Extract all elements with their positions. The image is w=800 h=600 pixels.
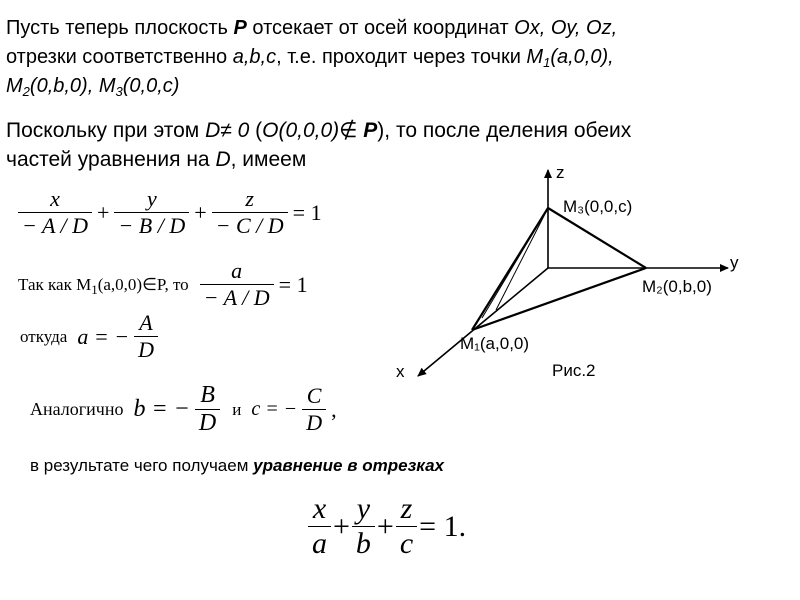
y-axis-label: y bbox=[730, 253, 739, 272]
text-fragment: отсекает от осей координат bbox=[246, 17, 515, 39]
segments-abc: a,b,c bbox=[232, 46, 277, 68]
text-fragment: отрезки соответственно bbox=[6, 46, 233, 68]
hatch-line bbox=[482, 208, 548, 318]
fraction-x-over-a: $\frac{x}{a}$ bbox=[308, 492, 331, 561]
z-axis-label: z bbox=[556, 163, 565, 182]
text-fragment: частей уравнения на bbox=[6, 148, 216, 171]
hatch-line bbox=[496, 208, 548, 310]
m1-label: M₁(a,0,0) bbox=[460, 334, 530, 353]
fraction-y: $\frac{y}{- B / D}$ bbox=[114, 186, 189, 239]
b-equals: b = − bbox=[133, 396, 190, 422]
equals-one: = 1 bbox=[278, 271, 308, 297]
point-m3: $M_3(0,0,c)$ bbox=[98, 75, 180, 99]
symbol-d: D bbox=[215, 148, 231, 171]
axes-list: Ox, Oy, Oz, bbox=[514, 17, 618, 39]
plane-symbol: P bbox=[357, 119, 378, 142]
fraction-x: $\frac{x}{- A / D}$ bbox=[18, 186, 92, 239]
edge-m2-m1 bbox=[472, 268, 646, 330]
fraction-z: $\frac{z}{- C / D}$ bbox=[212, 186, 288, 239]
equals-one: = 1 bbox=[292, 199, 322, 225]
not-in-symbol: ∉ bbox=[339, 119, 358, 142]
edge-m3-m2 bbox=[548, 208, 646, 268]
text-fragment: , то после деления обеих bbox=[384, 119, 632, 142]
text-fragment: Пусть теперь плоскость bbox=[6, 17, 234, 39]
since-text: Так как $M_1(a,0,0)\in P$, то bbox=[18, 274, 189, 297]
text-fragment: Поскольку при этом bbox=[6, 119, 206, 142]
text-fragment: , т.е. проходит через точки bbox=[276, 46, 527, 68]
line-whence: откуда a = − $\frac{A}{D}$ bbox=[20, 310, 158, 363]
equation-intercept-form: $\frac{x}{a}$ + $\frac{y}{b}$ + $\frac{z}{c}$ = 1. bbox=[308, 492, 468, 561]
point-m2: $M_2(0,b,0)$, bbox=[6, 75, 99, 99]
condition-d-nonzero: D≠ 0 bbox=[205, 119, 250, 142]
text-fragment: , имеем bbox=[230, 148, 307, 171]
x-axis bbox=[418, 268, 548, 376]
x-axis-label: x bbox=[396, 362, 405, 381]
line-result: в результате чего получаем уравнение в отрезках bbox=[30, 456, 444, 475]
fraction-c-over-d: $\frac{C}{D}$ bbox=[302, 383, 326, 436]
line-similarly: Аналогично b = − $\frac{B}{D}$ и c = − $\frac{C}{D}$ , bbox=[30, 382, 337, 436]
m2-label: M₂(0,b,0) bbox=[642, 277, 712, 296]
figure-caption: Рис.2 bbox=[552, 361, 596, 380]
plane-symbol: P bbox=[233, 17, 247, 39]
fraction-b-over-d: $\frac{B}{D}$ bbox=[195, 382, 220, 437]
a-equals: a = − bbox=[77, 323, 130, 349]
fraction-a: $\frac{a}{- A / D}$ bbox=[200, 258, 274, 311]
fraction-y-over-b: $\frac{y}{b}$ bbox=[352, 492, 375, 561]
origin-point: O(0,0,0) bbox=[262, 119, 340, 142]
fraction-a-over-d: $\frac{A}{D}$ bbox=[134, 310, 158, 363]
m3-label: M₃(0,0,c) bbox=[563, 197, 633, 216]
intercept-form-term: уравнение в отрезках bbox=[253, 456, 444, 475]
point-m1: $M_1(a,0,0)$, bbox=[526, 46, 614, 70]
c-equals: c = − bbox=[251, 398, 298, 420]
equation-divided: $\frac{x}{- A / D}$ + $\frac{y}{- B / D}$ + $\frac{z}{- C / D}$ = 1 bbox=[18, 186, 327, 239]
fraction-z-over-c: $\frac{z}{c}$ bbox=[396, 492, 417, 561]
paragraph-division: Поскольку при этом D≠ 0 (O(0,0,0)∉ P), то после деления обеих частей уравнения на D, имеем bbox=[6, 119, 632, 171]
